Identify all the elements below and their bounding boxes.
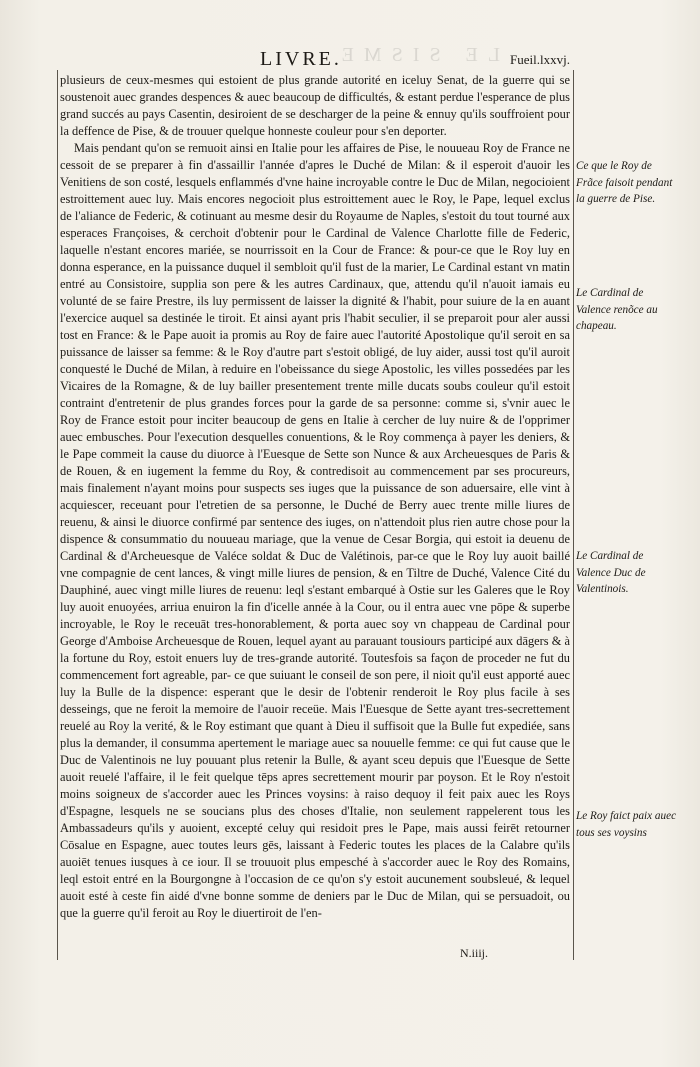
show-through-text: LE SISME bbox=[331, 44, 500, 66]
page-header bbox=[60, 48, 570, 70]
margin-note-peace: Le Roy faict paix auec tous ses voysins bbox=[576, 810, 677, 839]
margin-note-cardinal-renounces: Le Cardinal de Valence renõce au chapeau. bbox=[576, 287, 658, 332]
margin-note-france: Ce que le Roy de Frãce faisoit pendant la guerre de Pise. bbox=[576, 160, 673, 205]
margin-note-duke-valentinois: Le Cardinal de Valence Duc de Valentinois. bbox=[576, 550, 646, 595]
paragraph-continuation: plusieurs de ceux-mesmes qui estoient de plus grande autorité en iceluy Senat, de la guerre qui se soustenoit auec grandes despences & auec beaucoup de difficultés, & estant perdue l'esperance de plus grand succés au pays Casentin, desiroient de se descharger de la peine & ennuy qu'ils souffroient pour la deffence de Pise, & de trouuer quelque honneste couleur pour s'en deporter. bbox=[60, 73, 570, 138]
main-text-block bbox=[60, 72, 570, 922]
signature-mark: N.iiij. bbox=[460, 946, 489, 960]
running-title: LIVRE. bbox=[260, 48, 342, 70]
paragraph: Mais pendant qu'on se remuoit ainsi en Italie pour les affaires de Pise, le nouueau Roy de France ne cessoit de se preparer à fin d'assaillir l'année d'apres le Duché de Milan: & il esperoit d'auoir les Venitiens de son costé, lesquels enflammés d'vne haine incroyable contre le Duc de Milan, negocioient estroittement auec luy. Mais encores negocioit plus estroittement auec le Roy, le Pape, lequel exclus de l'aliance de Federic, & cotinuant au mesme desir du Royaume de Naples, s'estoit du tout tourné aux esperaces Françoises, & cerchoit d'obtenir pour le Cardinal de Valence Charlotte fille de Federic, laquelle n'estant encores mariée, se nourrissoit en la Cour de France: & pour-ce que le Roy luy en donna esperance, en la puissance duquel il sembloit qu'il fust de la marier, Le Cardinal estant vn matin entré au Consistoire, supplia son pere & les autres Cardinaux, que, attendu qu'il n'auoit iamais eu volunté de se faire Prestre, ils luy permissent de laisser la dignité & l'habit, pour suiure de la en auant l'exercice auquel sa destinée le tiroit. Et ainsi ayant pris l'habit seculier, il se preparoit pour aler aussi tost en France: & le Pape auoit ia promis au Roy de faire auec l'autorité Apostolique qu'il seroit en sa puissance de laisser sa femme: & le Roy d'autre part s'estoit obligé, de luy aider, aussi tost qu'il auroit conquesté le Duché de Milan, à reduire en l'obeissance du siege Apostolic, les villes possedées par les Vicaires de la Romagne, & de luy bailler presentement trente mille ducats soubs couleur qu'il estoit contraint d'entretenir de plus grandes forces pour la garde de sa personne: comme si, s'vnir auec le Roy de France estoit pour inciter beaucoup de gens en Italie à cercher de luy nuire & de l'opprimer auec embusches. Pour l'execution desquelles conuentions, & le Roy commença à payer les deniers, & le Pape commeit la cause du diuorce à l'Euesque de Sette son Nunce & aux Archeuesques de Paris & de Rouen, & en iugement la femme du Roy, & contredisoit au commencement par ses procureurs, mais finalement n'ayant moins pour suspects ses iuges que la puissance de son aduersaire, elle vint à acquiescer, receuant pour l'etretien de sa personne, le Duché de Berry auec trente mille liures de reuenu, & ainsi le diuorce confirmé par sentence des iuges, on n'attendoit plus rien autre chose pour la dispence & consummatio du nouueau mariage, que la venue de Cesar Borgia, qui estoit ia deuenu de Cardinal & d'Archeuesque de Valéce soldat & Duc de Valétinois, par-ce que le Roy luy auoit baillé vne compagnie de cent lances, & vingt mille liures de pension, & en Tiltre de Duché, Valence Cité du Dauphiné, auec vingt mille liures de reuenu: leql s'estant embarqué à Ostie sur les Galeres que le Roy luy auoit enuoyées, arriua enuiron la fin d'icelle année à la Cour, ou il entra auec vne pōpe & superbe incroyable, le Roy le receuāt tres-honorablement, & porta auec soy vn chappeau de Cardinal pour George d'Amboise Archeuesque de Rouen, lequel ayant au parauant tousiours participé aux dāgers & à la fortune du Roy, estoit enuers luy de tres-grande autorité. Toutesfois sa façon de proceder ne fut du commencement fort agreable, par- ce que suiuant le conseil de son pere, il nioit qu'il eust apporté auec luy la Bulle de la dispence: esperant que le desir de l'obtenir renderoit le Roy plus facile à ses desseings, que ne feroit la memoire de l'auoir receüe. Mais l'Euesque de Sette ayant tres-secrettement reuelé au Roy la verité, & le Roy estimant que quant à Dieu il suffisoit que la Bulle fut expediée, sans plus la demander, il consumma apertement le mariage auec sa nouuelle femme: ce qui fut cause que le Duc de Valentinois ne luy pouuant plus retenir la Bulle, & ayant sceu depuis que l'Euesque de Sette auoit reuelé l'affaire, il le feit quelque tēps apres secrettement mourir par poyson. Et le Roy n'estoit moins soigneux de s'accorder auec les Princes voysins: à raiso dequoy il feit paix auec les Roys d'Espagne, lesquels ne se soucians plus des choses d'Italie, non seulement rappelerent tous les Ambassadeurs qu'ils y auoient, excepté celuy qui residoit pres le Pape, mais aussi feirēt retourner Cōsalue en Espagne, auec toutes leurs gēs, laissant à Federic toutes les places de la Calabre qu'ils auoiēt tenues iusques à ce iour. Il se trouuoit plus empesché à s'accorder auec le Roy des Romains, leql estoit entré en la Bourgongne à l'occasion de ce qu'on s'y estoit aucunement soubsleué, & lequel auoit esté à ceste fin aidé d'vne bonne somme de deniers par le Duc de Milan, qui se persuadoit, ou que la guerre qu'il feroit au Roy le diuertiroit de l'en- bbox=[60, 141, 570, 920]
folio-number: Fueil.lxxvj. bbox=[510, 52, 570, 67]
